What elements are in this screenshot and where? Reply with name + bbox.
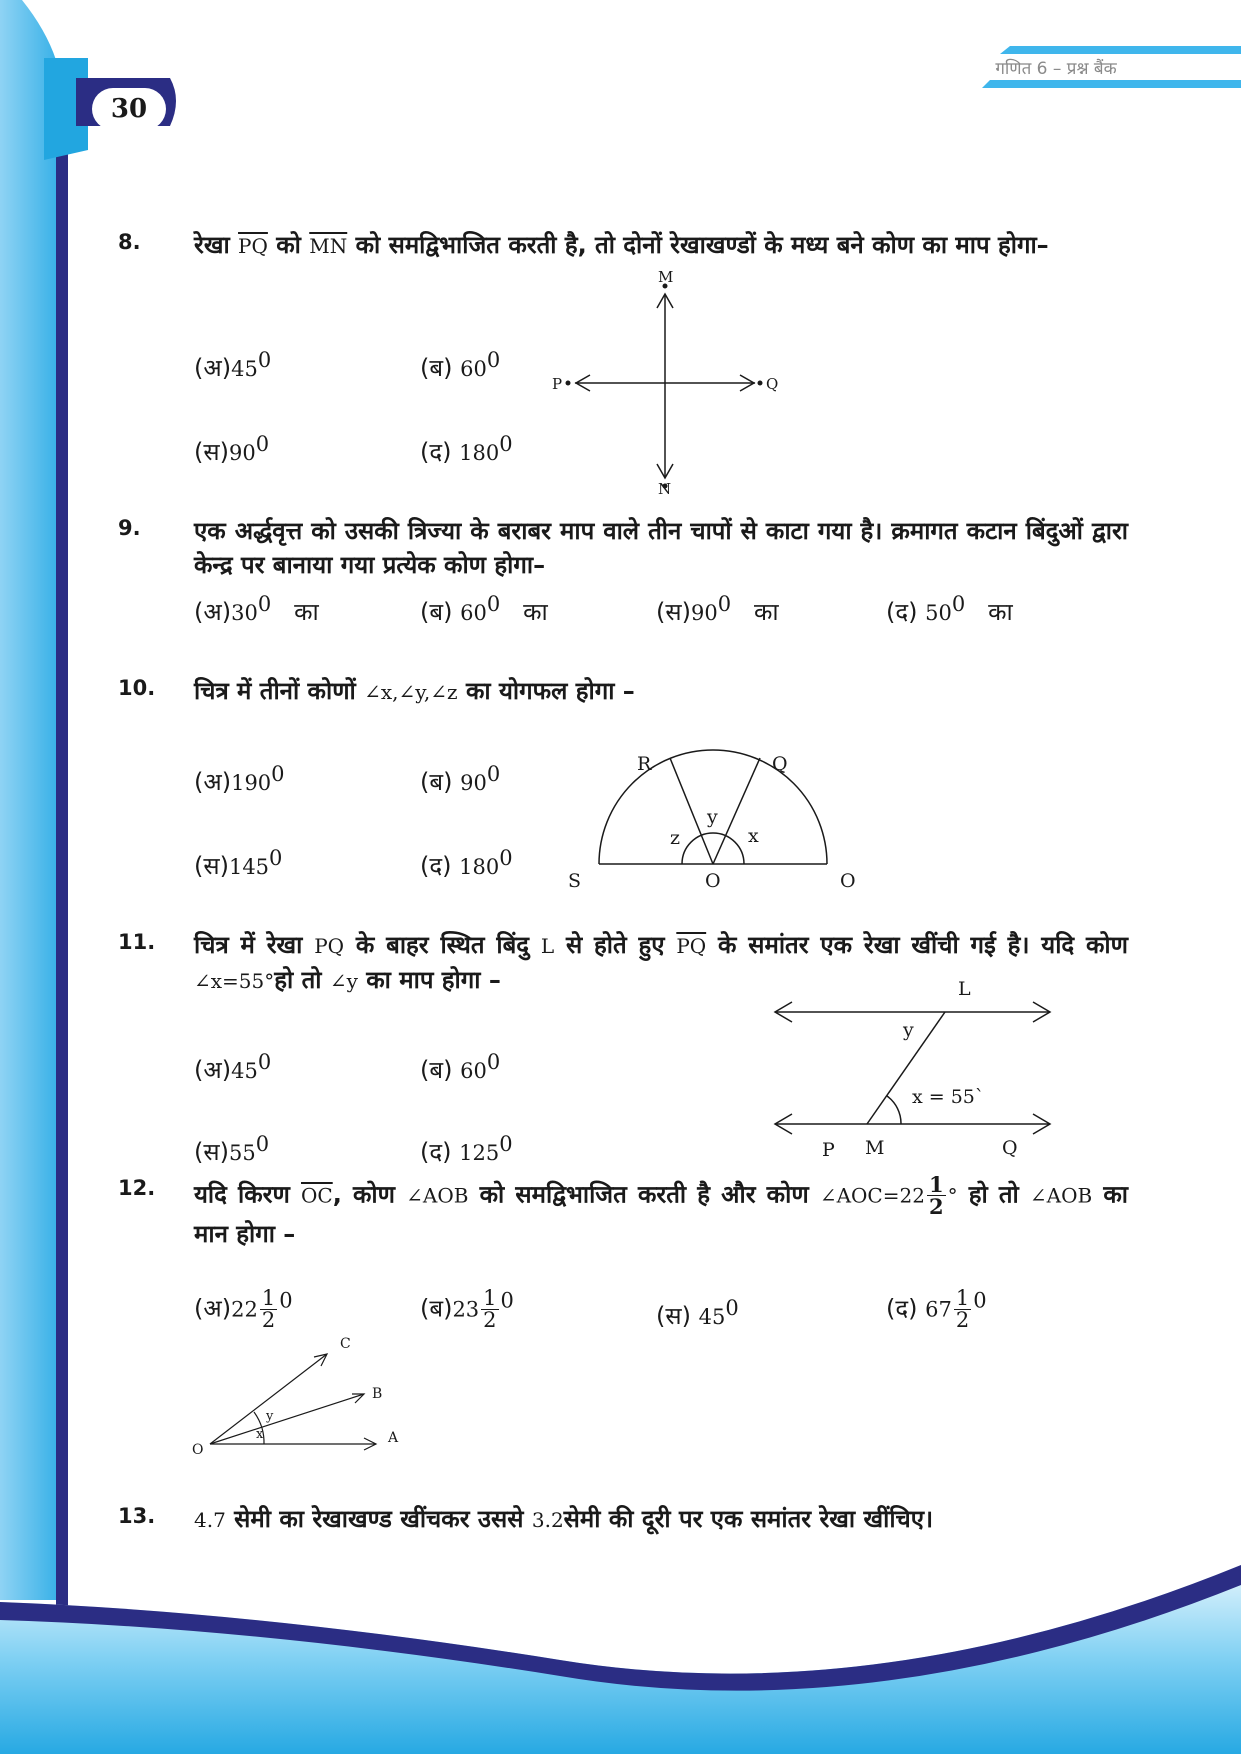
question-13 xyxy=(118,1502,1128,1537)
question-number: 13. xyxy=(118,1504,156,1528)
label-x: x xyxy=(748,825,759,847)
option-c[interactable]: $(स)90^0$ xyxy=(194,432,270,466)
question-text: 4.7 सेमी का रेखाखण्ड खींचकर उससे 3.2सेमी की दूरी पर एक समांतर रेखा खींचिए। xyxy=(194,1505,934,1533)
label-o: O xyxy=(192,1442,204,1458)
label-q: Q xyxy=(766,375,779,393)
option-b[interactable]: (ब) $60^0$ xyxy=(420,1050,501,1084)
label-l: L xyxy=(958,978,971,1000)
option-a[interactable]: $(अ)30^0$ का xyxy=(194,592,319,626)
option-b[interactable]: (ब) $60^0$ का xyxy=(420,592,548,626)
label-y: y xyxy=(266,1409,274,1424)
label-n: N xyxy=(658,480,672,498)
option-d[interactable]: (द) $50^0$ का xyxy=(886,592,1013,626)
question-text: रेखा $\overline{PQ}$ को $\overline{MN}$ को समद्विभाजित करती है, तो दोनों रेखाखण्डों के मध्य बने कोण का माप होगा– xyxy=(194,231,1049,259)
header-rule-top xyxy=(1000,46,1241,54)
option-d[interactable]: (द) $180^0$ xyxy=(420,432,513,466)
label-p: P xyxy=(552,375,563,393)
label-y: y xyxy=(707,806,718,828)
question-number: 11. xyxy=(118,930,156,954)
label-c: C xyxy=(340,1336,351,1352)
semicircle-angles-figure xyxy=(560,752,870,892)
option-d[interactable]: (द) $125^0$ xyxy=(420,1132,513,1166)
question-number: 12. xyxy=(118,1176,156,1200)
fraction-half: $\frac{1}{2}$ xyxy=(928,1172,944,1219)
label-m: M xyxy=(865,1137,885,1159)
question-9 xyxy=(118,514,1128,582)
label-o-center: O xyxy=(705,870,721,892)
angle-bisector-figure xyxy=(186,1332,416,1466)
option-b[interactable]: (ब)23 $\frac{1}{2}$ $^0$ xyxy=(420,1286,514,1332)
option-a[interactable]: $(अ)45^0$ xyxy=(194,1050,272,1084)
option-d[interactable]: (द) 67 $\frac{1}{2}$ $^0$ xyxy=(886,1286,987,1332)
label-o-right: O xyxy=(840,870,856,892)
label-s: S xyxy=(568,870,582,892)
question-number: 10. xyxy=(118,676,156,700)
label-m: M xyxy=(658,268,674,286)
label-r: R xyxy=(637,753,652,775)
label-x-55: x = 55` xyxy=(912,1086,985,1108)
option-c[interactable]: $(स)55^0$ xyxy=(194,1132,270,1166)
question-text: चित्र में तीनों कोणों ∠x,∠y,∠z का योगफल होगा – xyxy=(194,677,635,705)
label-a: A xyxy=(388,1430,399,1446)
question-text: चित्र में रेखा PQ के बाहर स्थित बिंदु L से होते हुए $\overline{PQ}$ के समांतर एक रेखा खींची गई है। यदि कोण ∠x=55°हो तो ∠y का माप होगा – xyxy=(194,931,1128,994)
option-a[interactable]: $(अ)45^0$ xyxy=(194,348,272,382)
question-10 xyxy=(118,674,1128,709)
left-margin-rule xyxy=(56,58,68,1618)
question-8 xyxy=(118,228,1128,263)
question-number: 9. xyxy=(118,516,141,540)
option-d[interactable]: (द) $180^0$ xyxy=(420,846,513,880)
label-y: y xyxy=(903,1019,914,1041)
option-a[interactable]: $(अ)190^0$ xyxy=(194,762,285,796)
option-a[interactable]: (अ)22 $\frac{1}{2}$ $^0$ xyxy=(194,1286,293,1332)
option-c[interactable]: $(स)145^0$ xyxy=(194,846,283,880)
page-number: 30 xyxy=(92,88,166,130)
parallel-lines-figure xyxy=(770,974,1060,1164)
label-z: z xyxy=(670,827,681,849)
question-number: 8. xyxy=(118,230,141,254)
label-q: Q xyxy=(1002,1137,1018,1159)
label-x: x xyxy=(256,1427,264,1442)
option-b[interactable]: (ब) $90^0$ xyxy=(420,762,501,796)
question-text: एक अर्द्धवृत्त को उसकी त्रिज्या के बराबर माप वाले तीन चापों से काटा गया है। क्रमागत कटान बिंदुओं द्वारा केन्द्र पर बानाया गया प्रत्येक कोण होगा– xyxy=(194,517,1128,579)
label-p: P xyxy=(822,1139,835,1161)
question-12 xyxy=(118,1174,1128,1251)
option-c[interactable]: (स) $45^0$ xyxy=(656,1296,739,1330)
label-b: B xyxy=(372,1386,383,1402)
header-rule-bottom xyxy=(982,80,1241,88)
bottom-wave xyxy=(0,1565,1241,1754)
question-text: यदि किरण $\overline{OC}$, कोण ∠AOB को समद्विभाजित करती है और कोण ∠AOC=22 $\frac{1}{2}$ ° हो तो ∠AOB का मान होगा – xyxy=(194,1172,1128,1248)
perpendicular-bisector-figure xyxy=(540,268,800,498)
option-b[interactable]: (ब) $60^0$ xyxy=(420,348,501,382)
option-c[interactable]: $(स)90^0$ का xyxy=(656,592,779,626)
book-title: गणित 6 – प्रश्न बैंक xyxy=(995,59,1117,79)
left-margin-band xyxy=(0,0,56,1600)
label-q: Q xyxy=(772,753,788,775)
